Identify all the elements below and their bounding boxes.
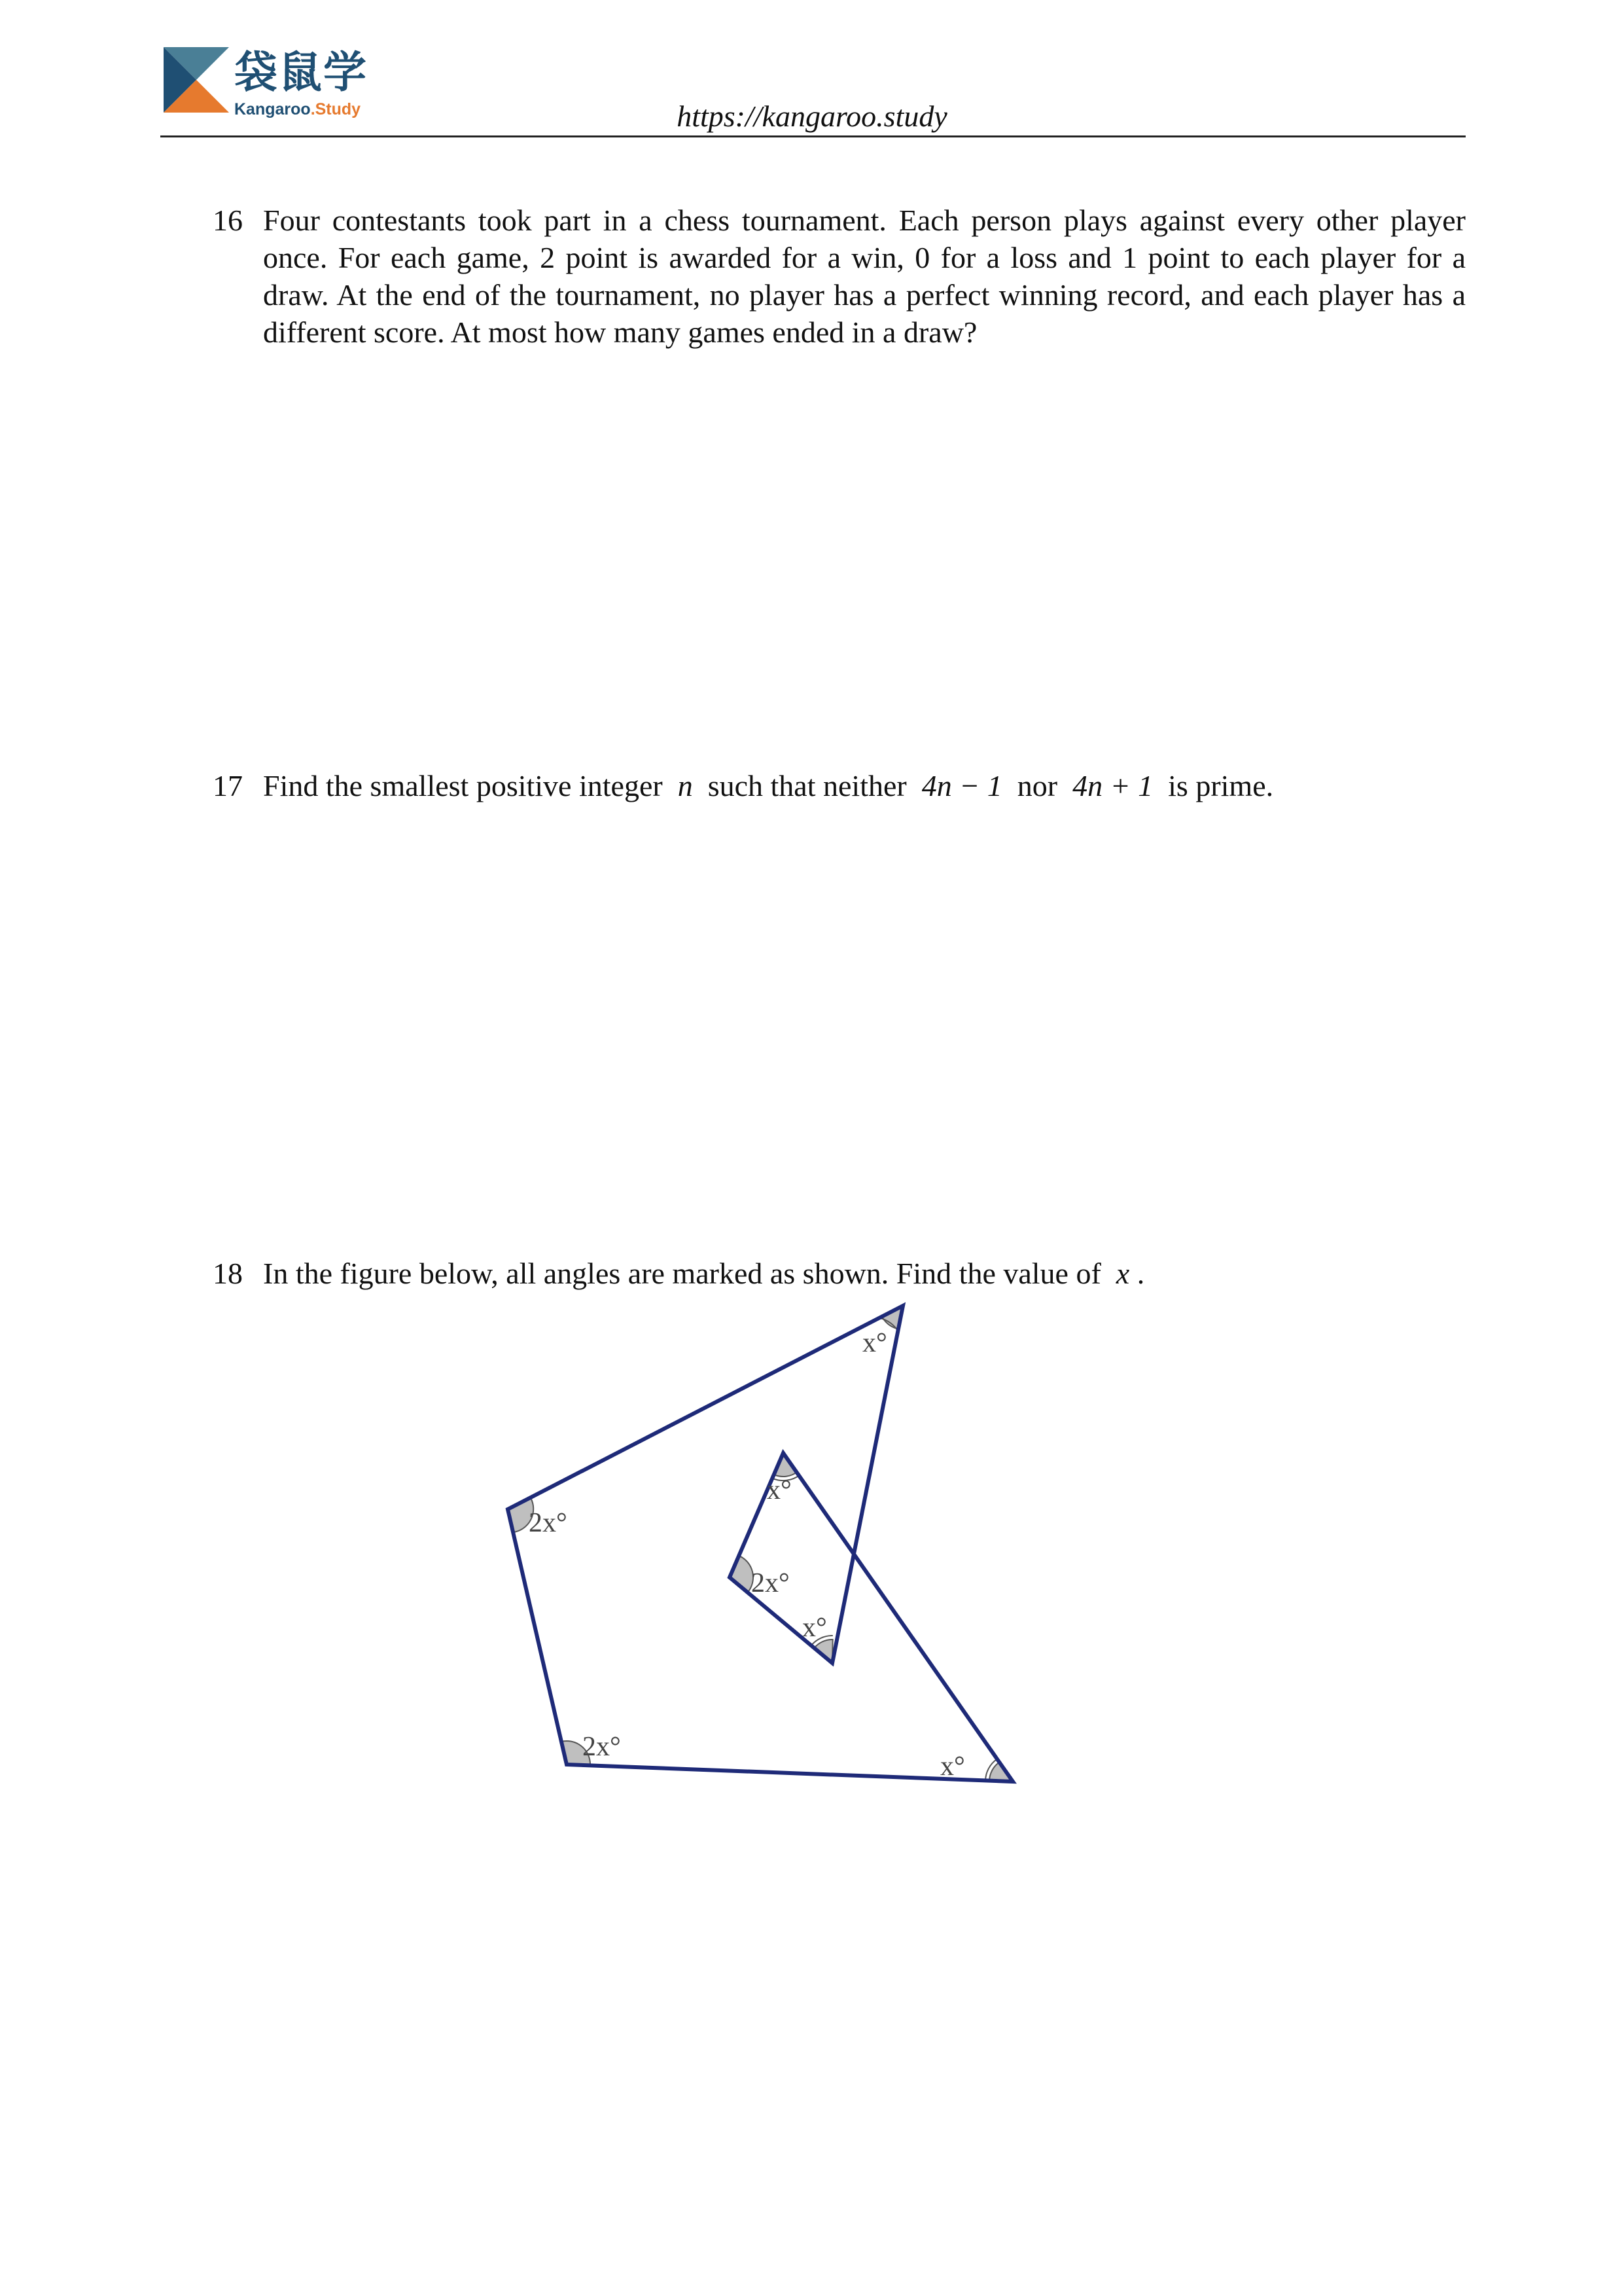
- question-text-part: such that neither: [707, 769, 907, 802]
- question-text-part: Find the smallest positive integer: [263, 769, 663, 802]
- question-number: 17: [213, 769, 243, 802]
- logo-en-suffix: .Study: [310, 100, 361, 118]
- angle-label-inner-bottom: x°: [802, 1613, 827, 1643]
- question-text: Four contestants took part in a chess tournament. Each person plays against every other player once. For each game, 2 point is awarded for a win, 0 for a loss and 1 point to each player for a draw. At the end of the tournament, no player has a perfect winning record, and each player has a different score. At most how many games ended in a draw?: [263, 204, 1466, 349]
- question-number: 16: [213, 204, 243, 237]
- angle-label-inner-left: 2x°: [751, 1568, 790, 1598]
- angle-label-bottom-left: 2x°: [582, 1732, 621, 1762]
- header-divider: [160, 135, 1466, 137]
- question-text: [263, 767, 1466, 804]
- page-header: [0, 0, 1624, 141]
- polygon-angle-diagram: [484, 1283, 1047, 1826]
- logo-chinese-text: 袋鼠学: [234, 47, 368, 98]
- geometry-figure: [484, 1283, 1047, 1826]
- angle-label-bottom-right: x°: [940, 1751, 965, 1782]
- math-expression: 4n − 1: [921, 769, 1002, 802]
- question-number: 18: [213, 1257, 243, 1290]
- math-expression: 4n + 1: [1072, 769, 1154, 802]
- angle-label-inner-top: x°: [767, 1475, 792, 1505]
- question-text-part: nor: [1017, 769, 1058, 802]
- math-variable: x: [1116, 1257, 1130, 1290]
- question-text-part: is prime.: [1168, 769, 1274, 802]
- angle-label-left: 2x°: [529, 1508, 567, 1538]
- math-variable: n: [677, 769, 693, 802]
- logo-en-main: Kangaroo: [234, 100, 311, 118]
- site-url: https://kangaroo.study: [677, 99, 947, 133]
- angle-label-top: x°: [862, 1328, 887, 1358]
- question-text-part: In the figure below, all angles are marked as shown. Find the value of: [263, 1257, 1101, 1290]
- question-text-part: .: [1137, 1257, 1145, 1290]
- outer-polygon-outline: [508, 1306, 1013, 1782]
